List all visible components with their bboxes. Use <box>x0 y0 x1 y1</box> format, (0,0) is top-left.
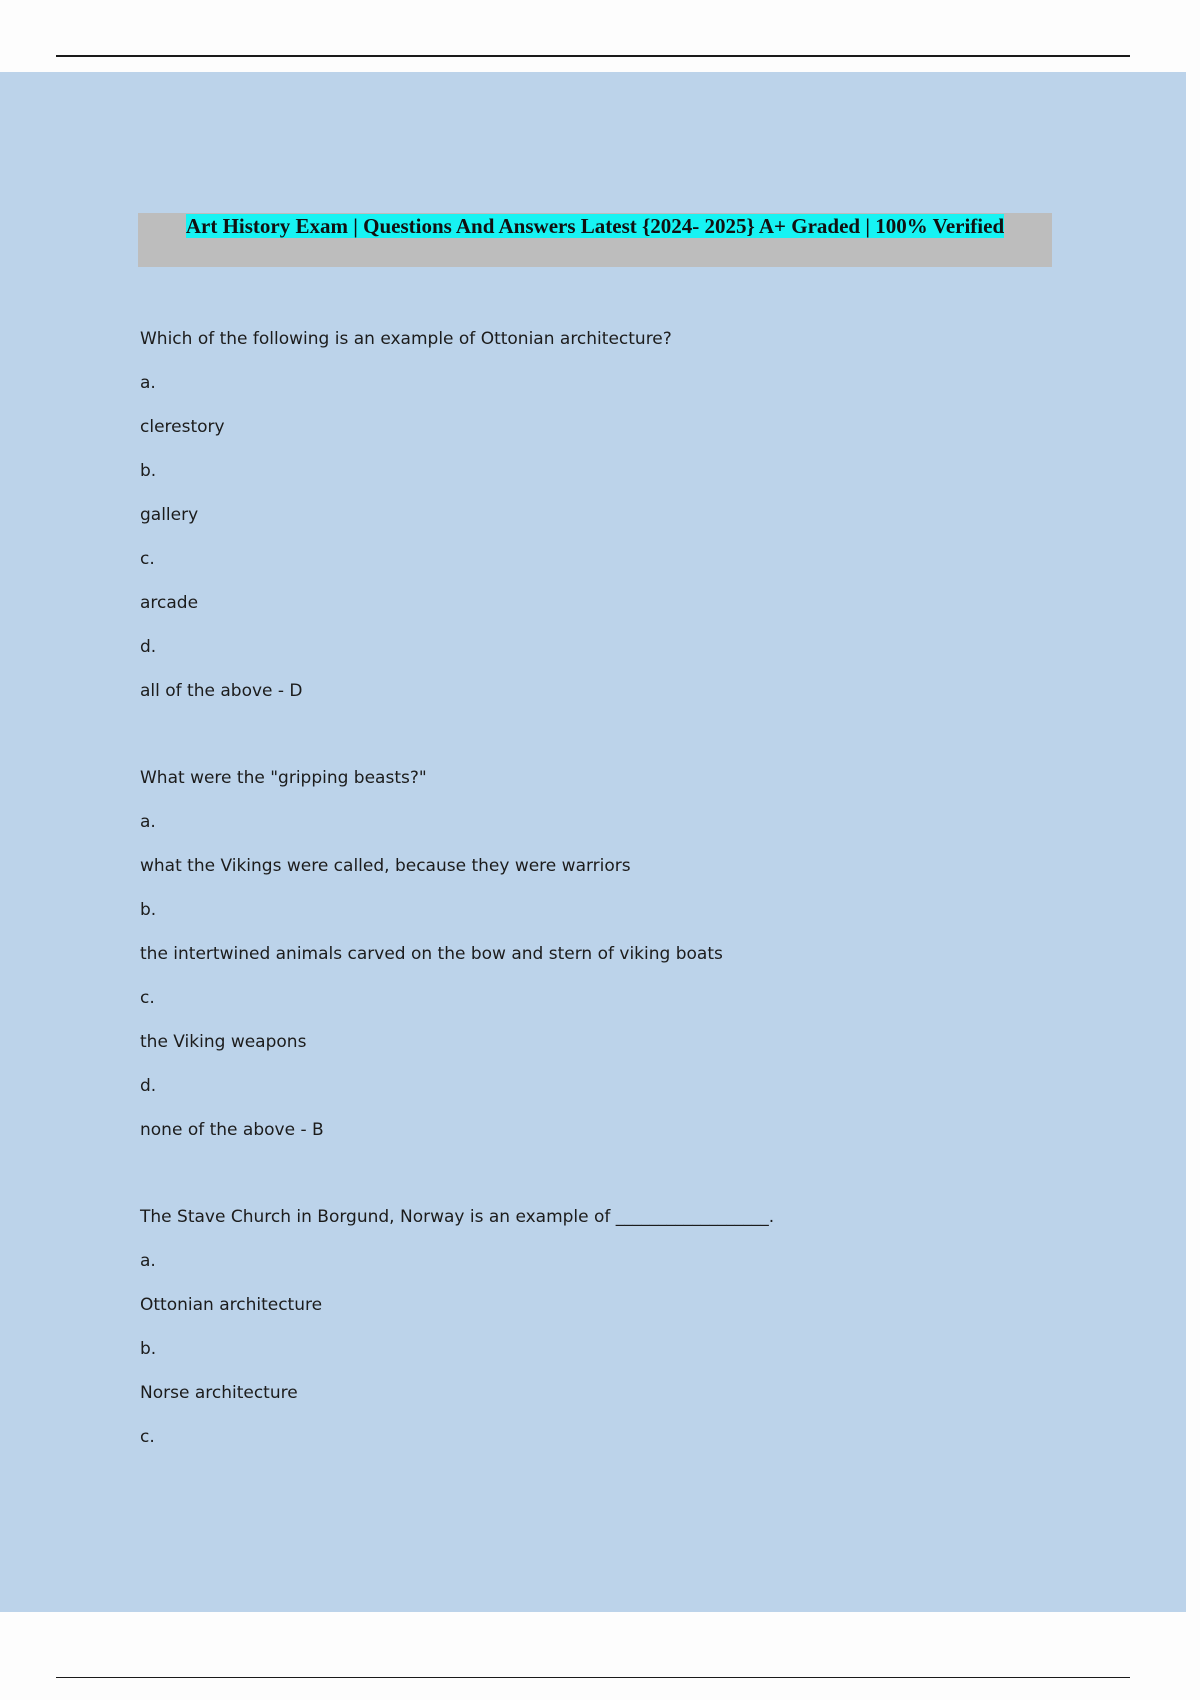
question-list <box>140 322 1100 1464</box>
option-letter: b. <box>140 1339 157 1359</box>
question-text: Which of the following is an example of Ottonian architecture? <box>140 329 672 349</box>
option-text: arcade <box>140 593 199 613</box>
option-text: Norse architecture <box>140 1383 298 1403</box>
question-block-3 <box>140 1200 1100 1464</box>
option-letter: d. <box>140 1076 157 1096</box>
option-letter: b. <box>140 461 157 481</box>
question-spacer <box>140 1157 1100 1200</box>
option-letter: c. <box>140 988 155 1008</box>
document-title-bar <box>138 213 1052 267</box>
option-letter: a. <box>140 1251 156 1271</box>
option-text: none of the above - B <box>140 1120 324 1140</box>
option-text: what the Vikings were called, because they were warriors <box>140 856 631 876</box>
option-letter: b. <box>140 900 157 920</box>
question-block-1 <box>140 322 1100 718</box>
option-text: clerestory <box>140 417 225 437</box>
question-text: What were the "gripping beasts?" <box>140 768 427 788</box>
option-letter: c. <box>140 1427 155 1447</box>
document-title: Art History Exam | Questions And Answers Latest {2024- 2025} A+ Graded | 100% Verified <box>185 214 1005 238</box>
option-text: all of the above - D <box>140 681 303 701</box>
question-spacer <box>140 718 1100 761</box>
option-text: the intertwined animals carved on the bow and stern of viking boats <box>140 944 723 964</box>
question-block-2 <box>140 761 1100 1157</box>
option-text: gallery <box>140 505 199 525</box>
option-text: the Viking weapons <box>140 1032 307 1052</box>
option-letter: d. <box>140 637 157 657</box>
option-text: Ottonian architecture <box>140 1295 323 1315</box>
footer-rule <box>56 1677 1130 1678</box>
option-letter: a. <box>140 812 156 832</box>
option-letter: a. <box>140 373 156 393</box>
header-rule <box>56 55 1130 57</box>
option-letter: c. <box>140 549 155 569</box>
question-text: The Stave Church in Borgund, Norway is an example of __________________. <box>140 1207 775 1227</box>
